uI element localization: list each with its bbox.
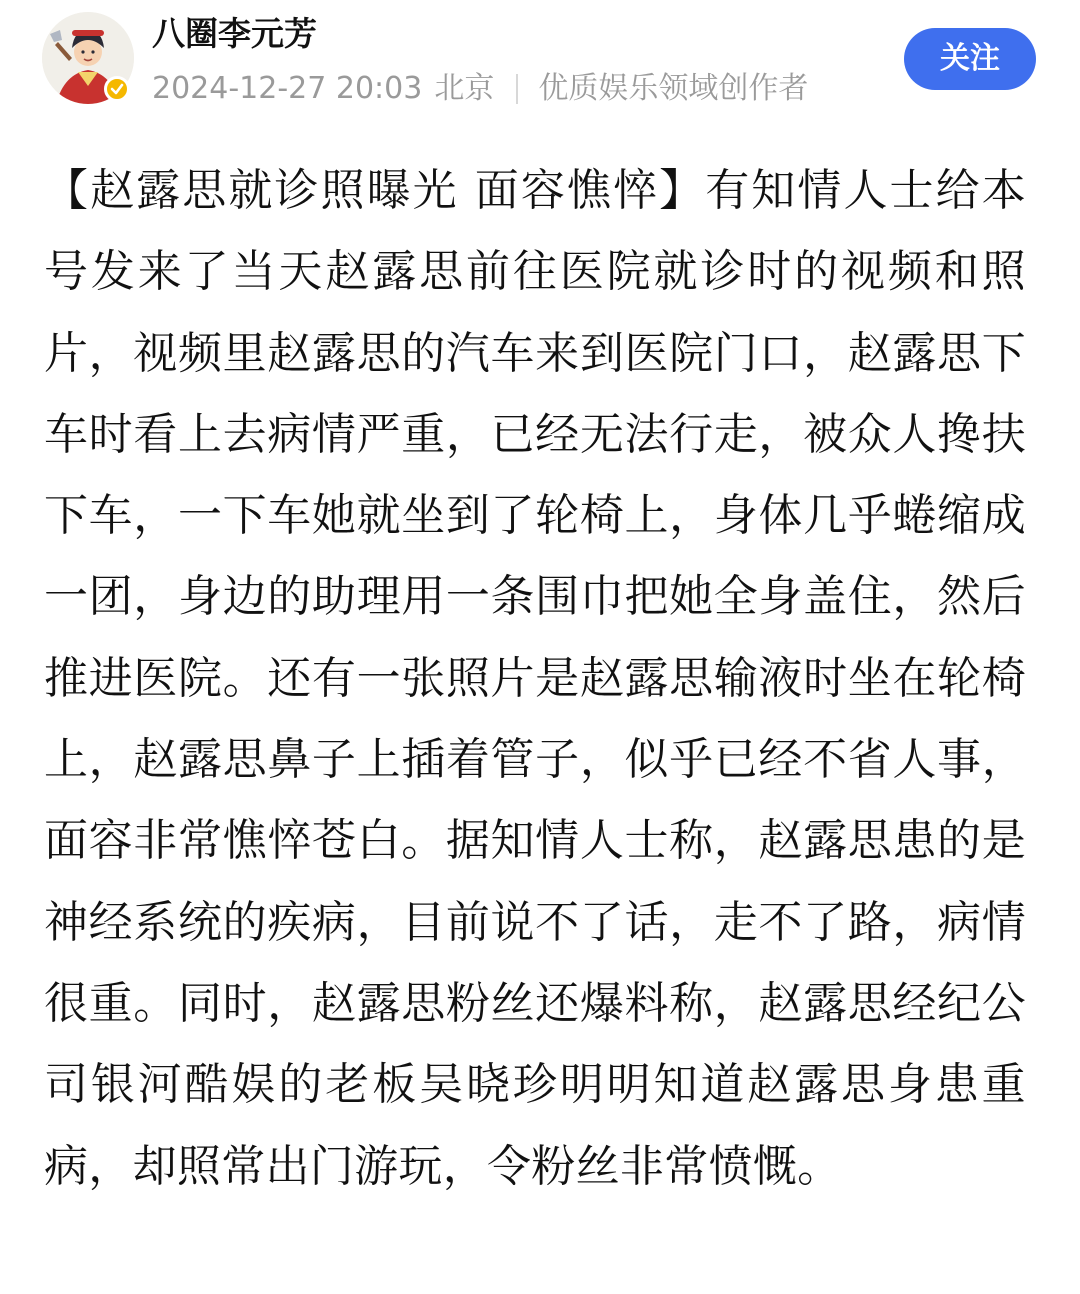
follow-button[interactable]: 关注	[904, 28, 1036, 90]
meta-divider	[516, 74, 518, 104]
post-header	[0, 0, 1080, 120]
post-timestamp: 2024-12-27 20:03	[152, 71, 423, 106]
post-body-text: 【赵露思就诊照曝光 面容憔悴】有知情人士给本号发来了当天赵露思前往医院就诊时的视频和照片，视频里赵露思的汽车来到医院门口，赵露思下车时看上去病情严重，已经无法行走，被众人搀扶下车，一下车她就坐到了轮椅上，身体几乎蜷缩成一团，身边的助理用一条围巾把她全身盖住，然后推进医院。还有一张照片是赵露思输液时坐在轮椅上，赵露思鼻子上插着管子，似乎已经不省人事，面容非常憔悴苍白。据知情人士称，赵露思患的是神经系统的疾病，目前说不了话，走不了路，病情很重。同时，赵露思粉丝还爆料称，赵露思经纪公司银河酷娱的老板吴晓珍明明知道赵露思身患重病，却照常出门游玩，令粉丝非常愤慨。	[44, 165, 1026, 1192]
verified-check-icon	[104, 76, 130, 102]
creator-label: 优质娱乐领域创作者	[538, 71, 809, 106]
author-name[interactable]: 八圈李元芳	[152, 14, 317, 53]
post-location: 北京	[434, 71, 495, 106]
post-meta	[152, 70, 808, 108]
